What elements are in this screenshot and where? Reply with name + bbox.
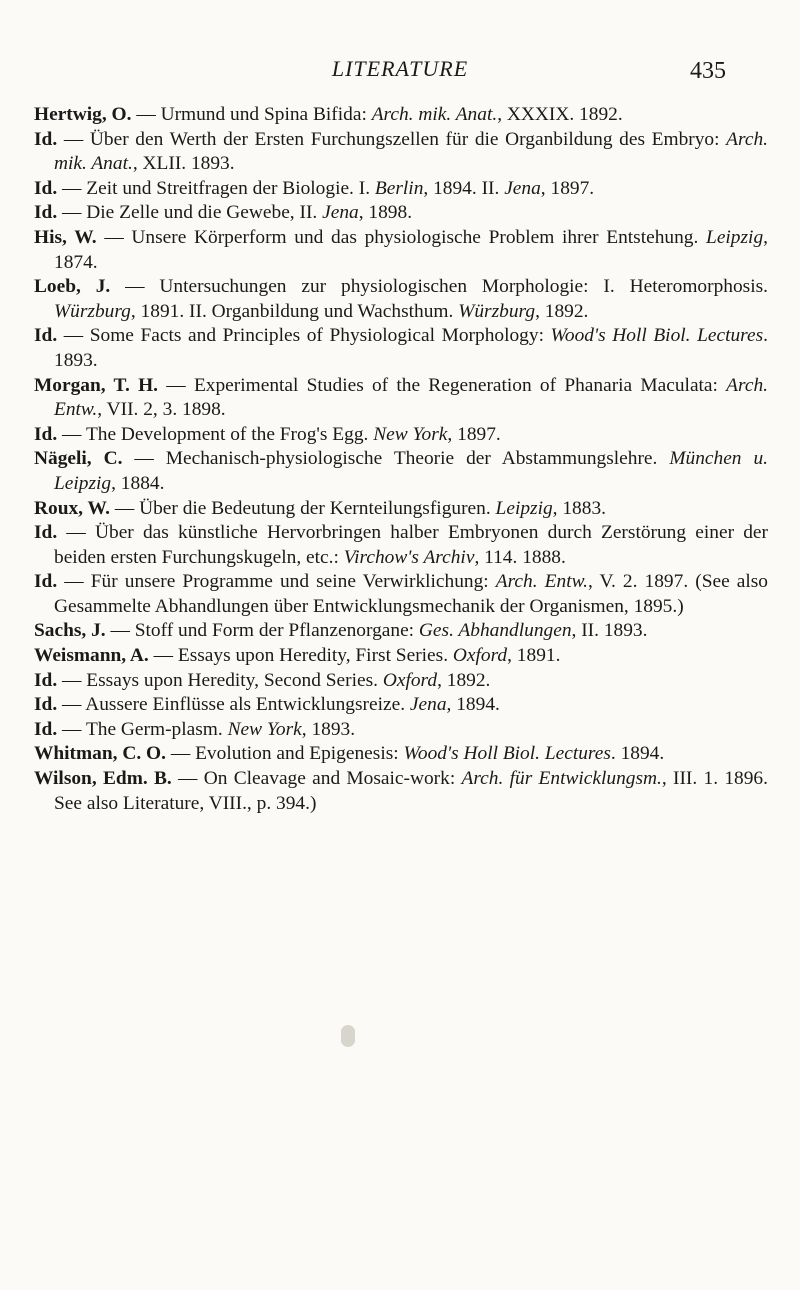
bib-entry: Whitman, C. O. — Evolution and Epigenesis: Wood's Holl Biol. Lectures. 1894. — [34, 743, 665, 765]
bib-entry: Morgan, T. H. — Experimental Studies of the Regeneration of Phanaria Maculata: Arch. Entw., VII. 2, 3. 1898. — [34, 374, 768, 421]
bib-entry: Wilson, Edm. B. — On Cleavage and Mosaic-work: Arch. für Entwicklungsm., III. 1. 1896. See also Literature, VIII., p. 394.) — [34, 768, 768, 814]
bib-entry: Id. — Essays upon Heredity, Second Series. Oxford, 1892. — [34, 669, 491, 691]
bib-entry: Id. — The Development of the Frog's Egg. New York, 1897. — [34, 423, 501, 445]
bib-entry: Hertwig, O. — Urmund und Spina Bifida: Arch. mik. Anat., XXXIX. 1892. — [34, 104, 623, 125]
bib-entry: Id. — Some Facts and Principles of Physiological Morphology: Wood's Holl Biol. Lectures. 1893. — [34, 325, 768, 371]
ink-smudge — [341, 1025, 355, 1047]
bib-entry: Id. — Für unsere Programme und seine Verwirklichung: Arch. Entw., V. 2. 1897. (See also Gesammelte Abhandlungen über Entwicklungsmechanik der Organismen, 1895.) — [34, 571, 769, 617]
bib-entry: Roux, W. — Über die Bedeutung der Kernteilungsfiguren. Leipzig, 1883. — [34, 497, 606, 519]
bib-entry: Weismann, A. — Essays upon Heredity, First Series. Oxford, 1891. — [34, 645, 561, 667]
page-header — [0, 56, 800, 96]
bib-entry: Id. — Die Zelle und die Gewebe, II. Jena, 1898. — [34, 202, 413, 224]
page-number: 435 — [690, 58, 726, 84]
bib-entry: Id. — Zeit und Streitfragen der Biologie. I. Berlin, 1894. II. Jena, 1897. — [34, 177, 595, 199]
bib-entry: Nägeli, C. — Mechanisch-physiologische Theorie der Abstammungslehre. München u. Leipzig, 1884. — [34, 448, 768, 494]
bibliography-list — [34, 103, 768, 816]
bib-entry: Sachs, J. — Stoff und Form der Pflanzenorgane: Ges. Abhandlungen, II. 1893. — [34, 620, 648, 642]
running-title: LITERATURE — [331, 56, 469, 81]
bib-entry: Id. — Über den Werth der Ersten Furchungszellen für die Organbildung des Embryo: Arch. mik. Anat., XLII. 1893. — [34, 128, 768, 175]
bib-entry: His, W. — Unsere Körperform und das physiologische Problem ihrer Entstehung. Leipzig, 1874. — [34, 226, 768, 273]
bib-entry: Loeb, J. — Untersuchungen zur physiologischen Morphologie: I. Heteromorphosis. Würzburg, 1891. II. Organbildung und Wachsthum. Würzburg, 1892. — [34, 276, 768, 322]
bib-entry: Id. — The Germ-plasm. New York, 1893. — [34, 718, 356, 740]
bib-entry: Id. — Aussere Einflüsse als Entwicklungsreize. Jena, 1894. — [34, 694, 500, 716]
bib-entry: Id. — Über das künstliche Hervorbringen halber Embryonen durch Zerstörung einer der beiden ersten Furchungskugeln, etc.: Virchow's Archiv, 114. 1888. — [34, 522, 768, 568]
